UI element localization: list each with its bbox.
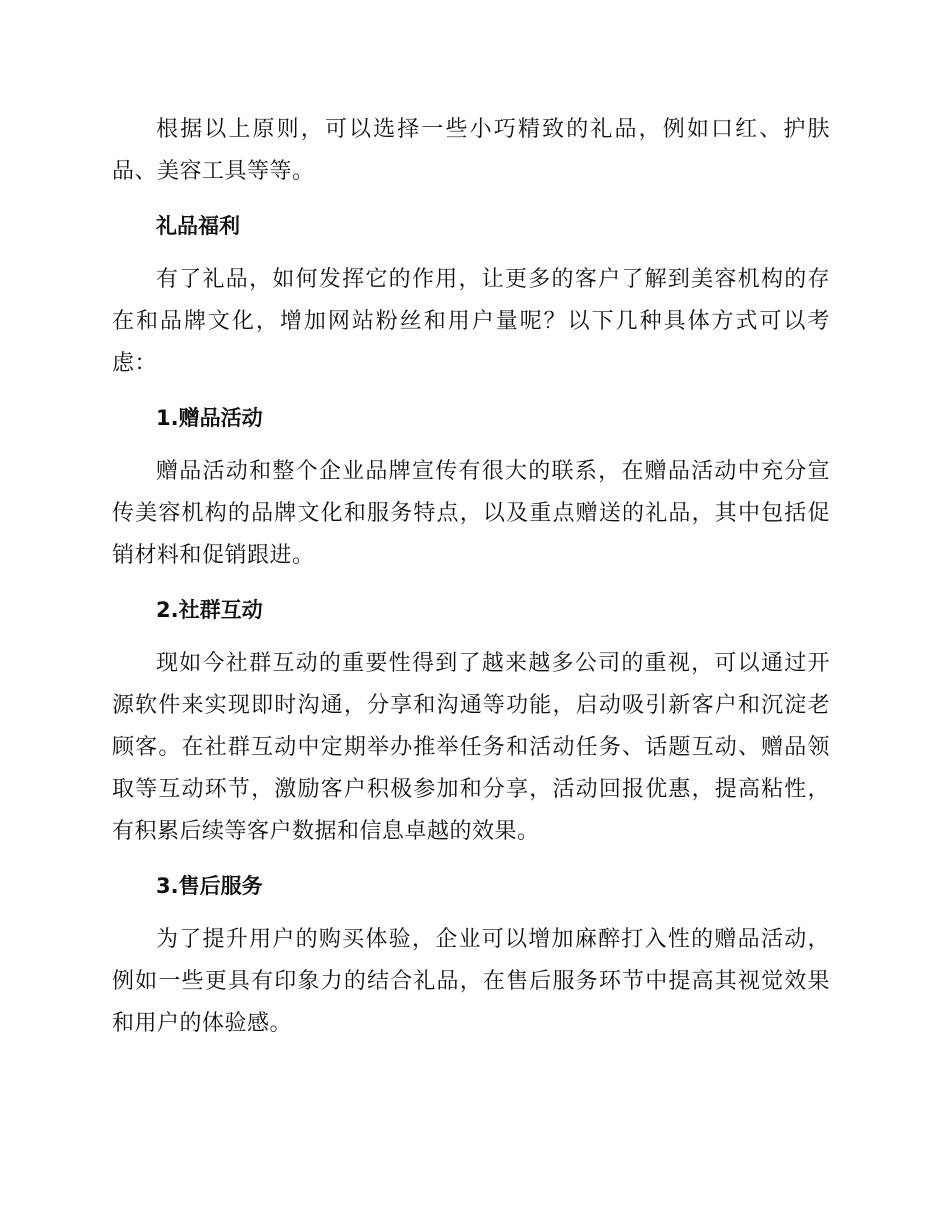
- paragraph-community-interaction: 现如今社群互动的重要性得到了越来越多公司的重视，可以通过开源软件来实现即时沟通，分享和沟通等功能，启动吸引新客户和沉淀老顾客。在社群互动中定期举办推举任务和活动任务、话题互动、赠品领取等互动环节，激励客户积极参加和分享，活动回报优惠，提高粘性，有积累后续等客户数据和信息卓越的效果。: [112, 651, 830, 844]
- heading-community-interaction: 2.社群互动: [156, 598, 263, 622]
- heading-gift-benefits: 礼品福利: [156, 214, 240, 238]
- paragraph-after-sales-service: 为了提升用户的购买体验，企业可以增加麻醉打入性的赠品活动，例如一些更具有印象力的结合礼品，在售后服务环节中提高其视觉效果和用户的体验感。: [112, 927, 830, 1036]
- paragraph-giveaway-activity: 赠品活动和整个企业品牌宣传有很大的联系，在赠品活动中充分宣传美容机构的品牌文化和服务特点，以及重点赠送的礼品，其中包括促销材料和促销跟进。: [112, 459, 830, 568]
- paragraph-gift-usage: 有了礼品，如何发挥它的作用，让更多的客户了解到美容机构的存在和品牌文化，增加网站粉丝和用户量呢？以下几种具体方式可以考虑：: [112, 267, 830, 376]
- heading-giveaway-activity: 1.赠品活动: [156, 406, 263, 430]
- paragraph-gift-examples: 根据以上原则，可以选择一些小巧精致的礼品，例如口红、护肤品、美容工具等等。: [112, 117, 830, 184]
- heading-after-sales-service: 3.售后服务: [156, 874, 263, 898]
